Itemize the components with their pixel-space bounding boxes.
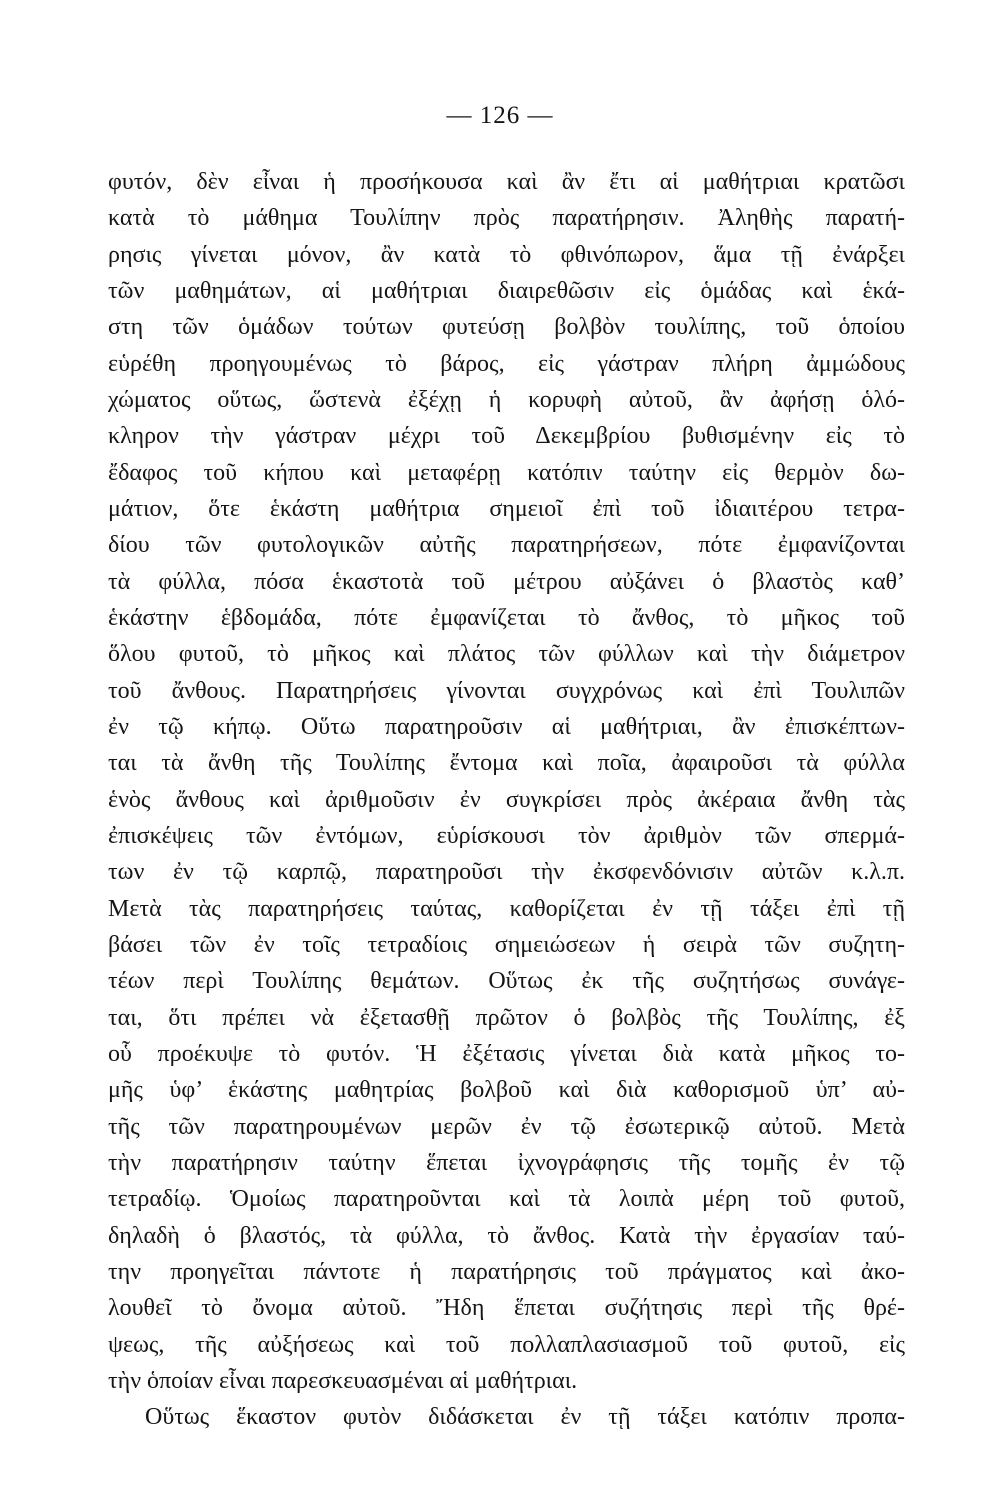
text-line: δίου τῶν φυτολογικῶν αὐτῆς παρατηρήσεων, πότε ἐμφανίζονται	[108, 532, 905, 559]
text-line: βάσει τῶν ἐν τοῖς τετραδίοις σημειώσεων ἡ σειρὰ τῶν συζητη-	[108, 931, 905, 958]
text-line: λουθεῖ τὸ ὄνομα αὐτοῦ. Ἤδη ἕπεται συζήτησις περὶ τῆς θρέ-	[108, 1295, 905, 1322]
text-line: ἐπισκέψεις τῶν ἐντόμων, εὑρίσκουσι τὸν ἀριθμὸν τῶν σπερμά-	[108, 822, 905, 849]
text-line: τὰ φύλλα, πόσα ἑκαστοτὰ τοῦ μέτρου αὐξάνει ὁ βλαστὸς καθ’	[108, 568, 905, 595]
page-number: — 126 —	[446, 102, 554, 129]
text-line: στη τῶν ὁμάδων τούτων φυτεύσῃ βολβὸν τουλίπης, τοῦ ὁποίου	[108, 314, 905, 341]
text-line: φυτόν, δὲν εἶναι ἡ προσήκουσα καὶ ἂν ἔτι αἱ μαθήτριαι κρατῶσι	[108, 169, 905, 195]
text-line: ἐν τῷ κήπῳ. Οὕτω παρατηροῦσιν αἱ μαθήτριαι, ἂν ἐπισκέπτων-	[108, 713, 905, 740]
text-line: τῆς τῶν παρατηρουμένων μερῶν ἐν τῷ ἐσωτερικῷ αὐτοῦ. Μετὰ	[108, 1113, 905, 1140]
text-line: μάτιον, ὅτε ἑκάστη μαθήτρια σημειοῖ ἐπὶ τοῦ ἰδιαιτέρου τετρα-	[108, 495, 905, 522]
text-line: τετραδίῳ. Ὁμοίως παρατηροῦνται καὶ τὰ λοιπὰ μέρη τοῦ φυτοῦ,	[108, 1186, 905, 1213]
body-text	[108, 164, 905, 1444]
text-line: κληρον τὴν γάστραν μέχρι τοῦ Δεκεμβρίου βυθισμένην εἰς τὸ	[108, 423, 905, 450]
text-line: ται τὰ ἄνθη τῆς Τουλίπης ἔντομα καὶ ποῖα, ἀφαιροῦσι τὰ φύλλα	[108, 750, 905, 777]
text-line: εὑρέθη προηγουμένως τὸ βάρος, εἰς γάστραν πλήρη ἀμμώδους	[108, 350, 905, 377]
text-line: οὗ προέκυψε τὸ φυτόν. Ἡ ἐξέτασις γίνεται διὰ κατὰ μῆκος το-	[108, 1040, 905, 1067]
text-line: ψεως, τῆς αὐξήσεως καὶ τοῦ πολλαπλασιασμοῦ τοῦ φυτοῦ, εἰς	[108, 1331, 905, 1358]
text-line: ρησις γίνεται μόνον, ἂν κατὰ τὸ φθινόπωρον, ἅμα τῇ ἐνάρξει	[108, 241, 905, 268]
text-line: χώματος οὕτως, ὥστενὰ ἐξέχῃ ἡ κορυφὴ αὐτοῦ, ἂν ἀφήσῃ ὁλό-	[108, 386, 905, 413]
text-line: τὴν παρατήρησιν ταύτην ἕπεται ἰχνογράφησις τῆς τομῆς ἐν τῷ	[108, 1149, 905, 1176]
text-line: των ἐν τῷ καρπῷ, παρατηροῦσι τὴν ἐκσφενδόνισιν αὐτῶν κ.λ.π.	[108, 859, 905, 886]
text-line: τέων περὶ Τουλίπης θεμάτων. Οὕτως ἐκ τῆς συζητήσως συνάγε-	[108, 968, 905, 995]
paragraph-last-line: τὴν ὁποίαν εἶναι παρεσκευασμέναι αἱ μαθήτριαι.	[108, 1367, 578, 1394]
text-line: ἑνὸς ἄνθους καὶ ἀριθμοῦσιν ἐν συγκρίσει πρὸς ἀκέραια ἄνθη τὰς	[108, 786, 905, 813]
text-line: κατὰ τὸ μάθημα Τουλίπην πρὸς παρατήρησιν. Ἀληθὴς παρατή-	[108, 205, 905, 232]
text-line: ὅλου φυτοῦ, τὸ μῆκος καὶ πλάτος τῶν φύλλων καὶ τὴν διάμετρον	[108, 641, 905, 668]
text-line: τοῦ ἄνθους. Παρατηρήσεις γίνονται συγχρόνως καὶ ἐπὶ Τουλιπῶν	[108, 677, 905, 704]
text-line: ἑκάστην ἑβδομάδα, πότε ἐμφανίζεται τὸ ἄνθος, τὸ μῆκος τοῦ	[108, 604, 905, 631]
text-line: τῶν μαθημάτων, αἱ μαθήτριαι διαιρεθῶσιν εἰς ὁμάδας καὶ ἑκά-	[108, 277, 905, 304]
text-line: την προηγεῖται πάντοτε ἡ παρατήρησις τοῦ πράγματος καὶ ἀκο-	[108, 1258, 905, 1285]
text-line: δηλαδὴ ὁ βλαστός, τὰ φύλλα, τὸ ἄνθος. Κατὰ τὴν ἐργασίαν ταύ-	[108, 1222, 905, 1249]
text-line: μῆς ὑφ’ ἑκάστης μαθητρίας βολβοῦ καὶ διὰ καθορισμοῦ ὑπ’ αὐ-	[108, 1077, 905, 1104]
text-line: ται, ὅτι πρέπει νὰ ἐξετασθῇ πρῶτον ὁ βολβὸς τῆς Τουλίπης, ἐξ	[108, 1004, 905, 1031]
text-line: Μετὰ τὰς παρατηρήσεις ταύτας, καθορίζεται ἐν τῇ τάξει ἐπὶ τῇ	[108, 895, 905, 922]
text-line: ἔδαφος τοῦ κήπου καὶ μεταφέρῃ κατόπιν ταύτην εἰς θερμὸν δω-	[108, 459, 905, 486]
paragraph-first-line: Οὕτως ἕκαστον φυτὸν διδάσκεται ἐν τῇ τάξει κατόπιν προπα-	[145, 1404, 905, 1431]
